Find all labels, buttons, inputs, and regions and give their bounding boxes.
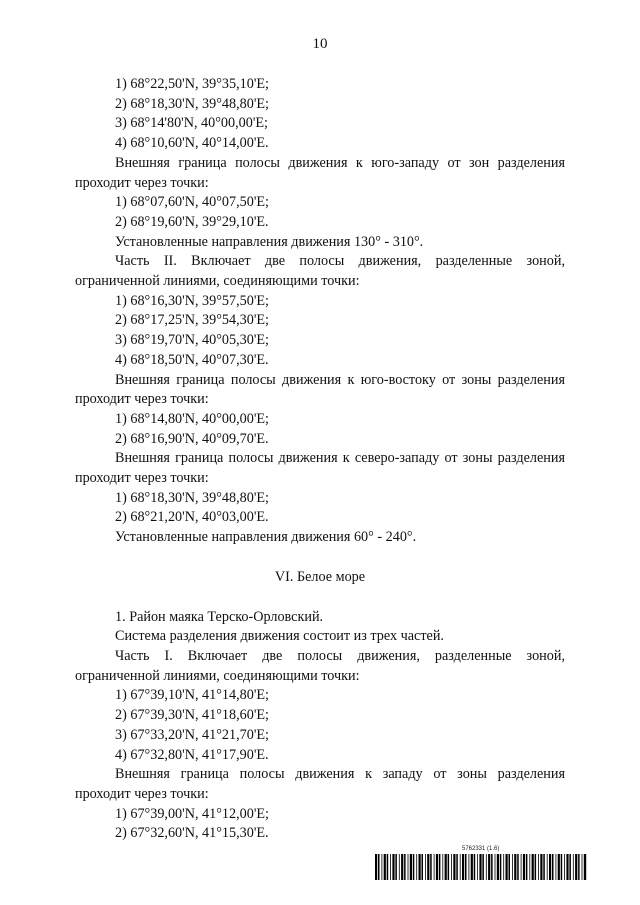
- coordinate-line: 1) 68°16,30'N, 39°57,50'E;: [115, 292, 269, 309]
- coordinate-line: 2) 67°39,30'N, 41°18,60'E;: [115, 707, 269, 724]
- coordinate-line: Установленные направления движения 130° - 310°.: [115, 233, 424, 250]
- paragraph: Внешняя граница полосы движения к юго-востоку от зоны разделения проходит через точки:: [75, 371, 565, 408]
- coordinate-line: 2) 67°32,60'N, 41°15,30'E.: [115, 825, 269, 842]
- coordinate-line: 4) 67°32,80'N, 41°17,90'E.: [115, 746, 269, 763]
- coordinate-line: 2) 68°18,30'N, 39°48,80'E;: [115, 95, 269, 112]
- section-heading: VI. Белое море: [274, 568, 366, 585]
- coordinate-line: 4) 68°10,60'N, 40°14,00'E.: [115, 135, 269, 152]
- page-number: 10: [312, 36, 328, 52]
- coordinate-line: 2) 68°17,25'N, 39°54,30'E;: [115, 312, 269, 329]
- coordinate-line: 1) 68°14,80'N, 40°00,00'E;: [115, 410, 269, 427]
- coordinate-line: 2) 68°16,90'N, 40°09,70'E.: [115, 430, 269, 447]
- coordinate-line: 2) 68°19,60'N, 39°29,10'E.: [115, 213, 269, 230]
- coordinate-line: 1. Район маяка Терско-Орловский.: [115, 608, 324, 625]
- coordinate-line: 3) 68°14'80'N, 40°00,00'E;: [115, 115, 269, 132]
- coordinate-line: 3) 68°19,70'N, 40°05,30'E;: [115, 332, 269, 349]
- coordinate-line: 1) 68°07,60'N, 40°07,50'E;: [115, 194, 269, 211]
- coordinate-line: Установленные направления движения 60° - 240°.: [115, 529, 417, 546]
- paragraph: Часть I. Включает две полосы движения, разделенные зоной, ограниченной линиями, соединяющими точки:: [75, 647, 565, 684]
- coordinate-line: 1) 68°18,30'N, 39°48,80'E;: [115, 489, 269, 506]
- coordinate-line: 1) 67°39,10'N, 41°14,80'E;: [115, 687, 269, 704]
- coordinate-line: 1) 68°22,50'N, 39°35,10'E;: [115, 76, 269, 92]
- coordinate-line: 1) 67°39,00'N, 41°12,00'E;: [115, 805, 269, 822]
- document-body: [75, 75, 565, 844]
- barcode: [375, 854, 587, 880]
- coordinate-line: 3) 67°33,20'N, 41°21,70'E;: [115, 726, 269, 743]
- coordinate-line: Система разделения движения состоит из трех частей.: [115, 628, 444, 645]
- coordinate-line: 4) 68°18,50'N, 40°07,30'E.: [115, 351, 269, 368]
- paragraph: Внешняя граница полосы движения к юго-западу от зон разделения проходит через точки:: [75, 154, 565, 191]
- document-code: 5762331 (1.6): [462, 846, 500, 852]
- paragraph: Часть II. Включает две полосы движения, разделенные зоной, ограниченной линиями, соединяющими точки:: [75, 253, 565, 290]
- coordinate-line: 2) 68°21,20'N, 40°03,00'E.: [115, 509, 269, 526]
- paragraph: Внешняя граница полосы движения к западу от зоны разделения проходит через точки:: [75, 766, 565, 802]
- paragraph: Внешняя граница полосы движения к северо-западу от зоны разделения проходит через точки:: [75, 450, 565, 487]
